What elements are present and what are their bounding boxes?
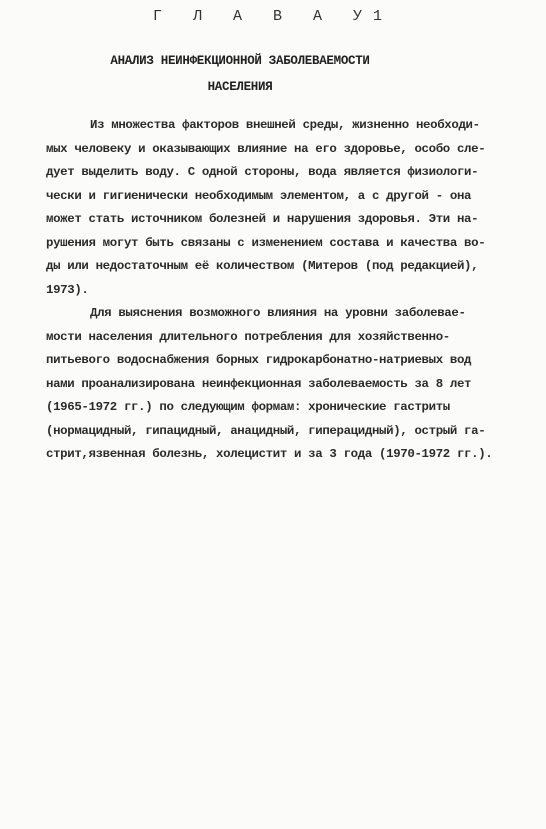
paragraph-line: ды или недостаточным её количеством (Митеров (под редакцией), bbox=[46, 259, 479, 273]
paragraph-line: мых человеку и оказывающих влияние на его здоровье, особо сле- bbox=[46, 141, 486, 156]
paragraph-line: мости населения длительного потребления для хозяйственно- bbox=[46, 329, 450, 344]
paragraph-line: нами проанализирована неинфекционная заболеваемость за 8 лет bbox=[46, 376, 472, 391]
section-title-line-1: АНАЛИЗ НЕИНФЕКЦИОННОЙ ЗАБОЛЕВАЕМОСТИ bbox=[110, 54, 370, 68]
chapter-heading: Г Л А В А У1 bbox=[152, 8, 394, 25]
paragraph-line: (нормацидный, гипацидный, анацидный, гиперацидный), острый га- bbox=[46, 423, 486, 438]
paragraph-line: питьевого водоснабжения борных гидрокарбонатно-натриевых вод bbox=[46, 353, 472, 367]
paragraph-line: дует выделить воду. С одной стороны, вода является физиологи- bbox=[46, 165, 479, 179]
paragraph-line: Из множества факторов внешней среды, жизненно необходи- bbox=[90, 118, 480, 132]
paragraph-line: чески и гигиенически необходимым элементом, а с другой - она bbox=[46, 188, 472, 203]
paragraph-line: стрит,язвенная болезнь, холецистит и за 3 года (1970-1972 гг.). bbox=[46, 447, 493, 461]
paragraph-line: 1973). bbox=[46, 282, 89, 297]
paragraph-line: рушения могут быть связаны с изменением состава и качества во- bbox=[46, 235, 486, 250]
paragraph-line: может стать источником болезней и нарушения здоровья. Эти на- bbox=[46, 212, 479, 226]
paragraph-line: Для выяснения возможного влияния на уровни заболевае- bbox=[90, 306, 466, 320]
section-title-line-2: НАСЕЛЕНИЯ bbox=[207, 80, 273, 94]
paragraph-line: (1965-1972 гг.) по следующим формам: хронические гастриты bbox=[46, 400, 450, 414]
